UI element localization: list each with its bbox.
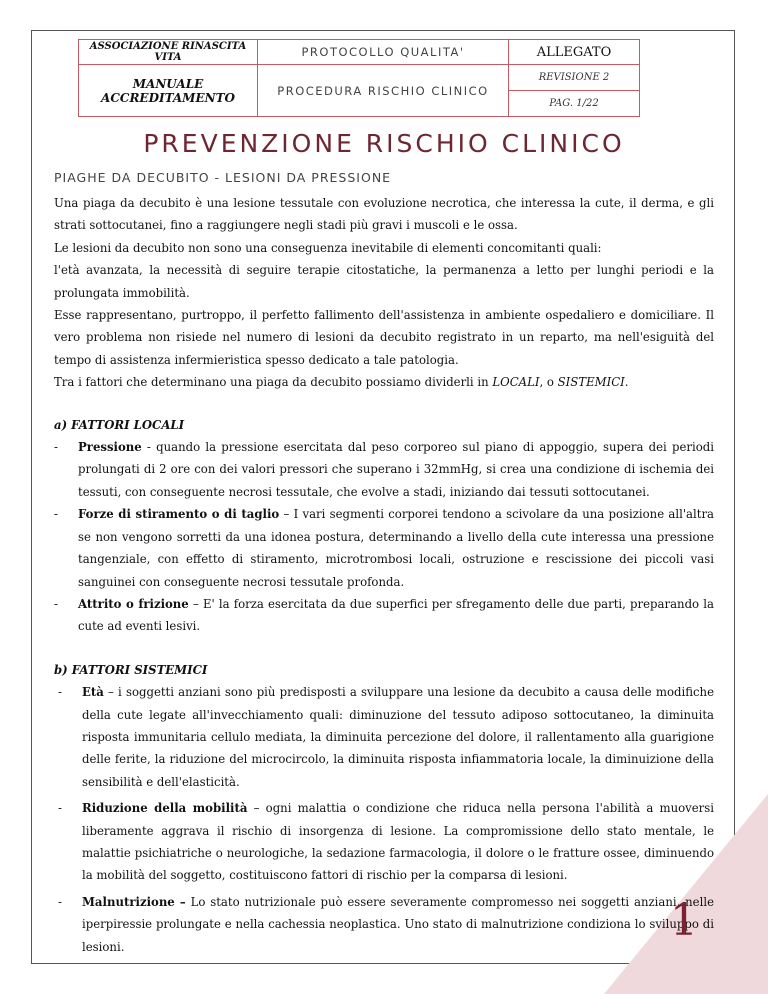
factor-term: Attrito o frizione xyxy=(78,596,189,611)
revision-label: REVISIONE 2 xyxy=(509,65,640,91)
factor-term: Pressione xyxy=(78,440,142,455)
text-segment: , o xyxy=(539,375,558,390)
manual-label: MANUALE ACCREDITAMENTO xyxy=(79,65,258,117)
text-segment: . xyxy=(624,375,629,390)
document-body xyxy=(54,192,714,962)
factor-term: Età xyxy=(82,685,104,700)
emphasis-local: LOCALI xyxy=(492,375,540,390)
list-item xyxy=(54,681,714,793)
attachment-label: ALLEGATO xyxy=(509,40,640,65)
section-heading-systemic: b) FATTORI SISTEMICI xyxy=(54,662,208,677)
document-title: PREVENZIONE RISCHIO CLINICO xyxy=(143,129,625,158)
factor-term: Riduzione della mobilità xyxy=(82,801,248,816)
intro-paragraph: Esse rappresentano, purtroppo, il perfetto fallimento dell'assistenza in ambiente ospedaliero e domiciliare. Il vero problema non risiede nel numero di lesioni da decubito registrato in un reparto, ma nell'esiguità del tempo di assistenza infermieristica spesso dedicato a tale patologia. xyxy=(54,308,714,367)
factor-text: Lo stato nutrizionale può essere severamente compromesso nei soggetti anziani, nelle iperpiressie prolungate e nella cachessia neoplastica. Uno stato di malnutrizione condiziona lo sviluppo di lesioni. xyxy=(82,894,714,954)
dash-bullet: - xyxy=(58,801,62,816)
intro-paragraph: Le lesioni da decubito non sono una conseguenza inevitabile di elementi concomitanti quali: xyxy=(54,240,602,255)
factor-text: – i soggetti anziani sono più predisposti a sviluppare una lesione da decubito a causa delle modifiche della cute legate all'invecchiamento quali: diminuzione del tessuto adiposo sottocutaneo, la diminuita risposta immunitaria cellulo mediata, la diminuita percezione del dolore, il rallentamento alla guarigione delle ferite, la riduzione del microcircolo, la diminuita risposta infiammatoria locale, la diminuizione della sensibilità e dell'elasticità. xyxy=(82,685,714,789)
factor-text: – ogni malattia o condizione che riduca nella persona l'abilità a muoversi liberamente aggrava il rischio di insorgenza di lesione. La compromissione dello stato mentale, le malattie psichiatriche o neurologiche, la sedazione farmacologia, il dolore o le fratture ossee, diminuendo la mobilità del soggetto, costituiscono fattori di rischio per la comparsa di lesioni. xyxy=(82,801,715,883)
page-number: 1 xyxy=(670,895,698,946)
protocol-label: PROTOCOLLO QUALITA' xyxy=(258,40,509,65)
association-name: ASSOCIAZIONE RINASCITA VITA xyxy=(79,40,258,65)
section-heading-local: a) FATTORI LOCALI xyxy=(54,417,185,432)
page-count-label: PAG. 1/22 xyxy=(509,91,640,117)
document-header-table xyxy=(78,39,640,117)
intro-paragraph: Una piaga da decubito è una lesione tessutale con evoluzione necrotica, che interessa la cute, il derma, e gli strati sottocutanei, fino a raggiungere negli stadi più gravi i muscoli e le ossa. xyxy=(54,196,714,233)
list-item xyxy=(54,503,714,593)
list-item xyxy=(54,797,714,887)
list-item xyxy=(54,891,714,958)
factor-text: - quando la pressione esercitata dal peso corporeo sul piano di appoggio, supera dei periodi prolungati di 2 ore con dei valori pressori che superano i 32mmHg, si crea una condizione di ischemia dei tessuti, con conseguente necrosi tessutale, che evolve a stadi, iniziando dai tessuti sottocutanei. xyxy=(78,440,714,499)
factor-text: – E' la forza esercitata da due superfici per sfregamento delle due parti, preparando la cute ad eventi lesivi. xyxy=(78,596,714,634)
dash-bullet: - xyxy=(54,596,58,611)
list-item xyxy=(54,593,714,638)
factor-term: Forze di stiramento o di taglio xyxy=(78,507,280,522)
intro-paragraph: l'età avanzata, la necessità di seguire terapie citostatiche, la permanenza a letto per lunghi periodi e la prolungata immobilità. xyxy=(54,263,714,300)
text-segment: Tra i fattori che determinano una piaga da decubito possiamo dividerli in xyxy=(54,375,493,390)
emphasis-systemic: SISTEMICI xyxy=(557,375,625,390)
section-subtitle: PIAGHE DA DECUBITO - LESIONI DA PRESSIONE xyxy=(54,170,392,185)
dash-bullet: - xyxy=(58,894,62,909)
dash-bullet: - xyxy=(54,507,58,522)
dash-bullet: - xyxy=(54,440,58,455)
procedure-label: PROCEDURA RISCHIO CLINICO xyxy=(258,65,509,117)
factor-term: Malnutrizione – xyxy=(82,894,186,909)
factor-text: – I vari segmenti corporei tendono a scivolare da una posizione all'altra se non vengono sorretti da una idonea postura, determinando a livello della cute interessa una pressione tangenziale, con effetto di stiramento, microtrombosi locali, ostruzione e rescissione dei piccoli vasi sanguinei con conseguente necrosi tessutale profonda. xyxy=(78,507,715,589)
intro-paragraph xyxy=(54,371,714,393)
list-item xyxy=(54,436,714,503)
systemic-factors-list xyxy=(54,681,714,958)
dash-bullet: - xyxy=(58,685,62,700)
local-factors-list xyxy=(54,436,714,638)
